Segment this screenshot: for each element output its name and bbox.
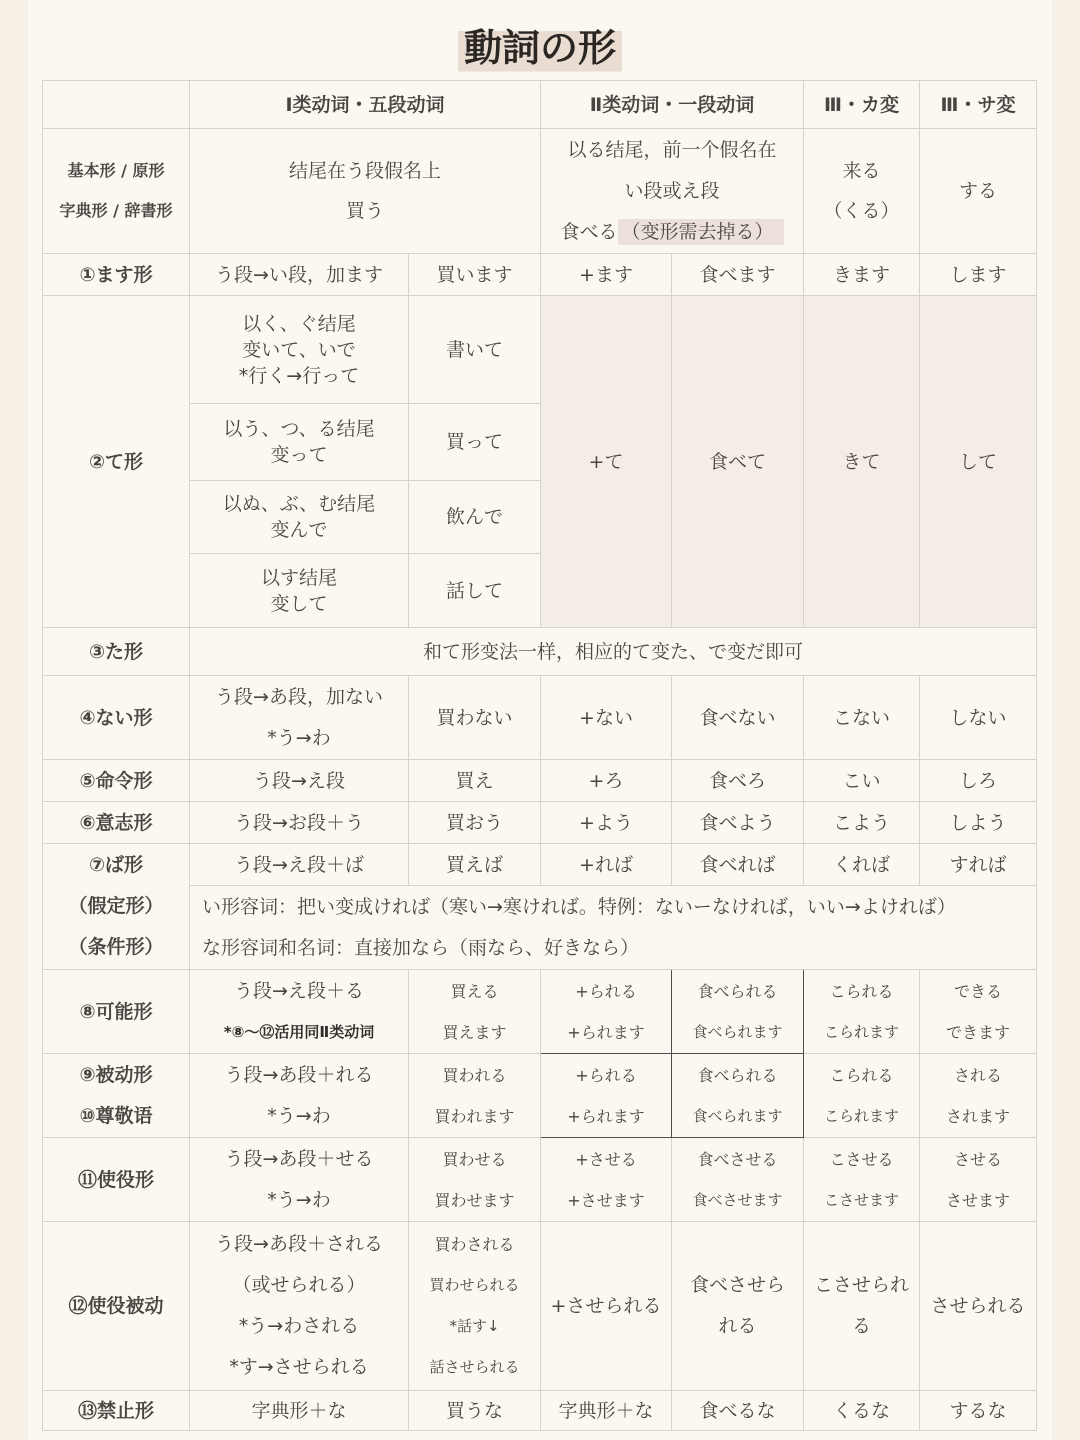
basic-label-1: 基本形 / 原形 [67,161,165,180]
row-label-basic [43,129,190,254]
te-rule-4 [190,554,409,628]
shieki-ka [804,1138,920,1222]
ba-example: 買えば [409,844,541,886]
row-label-shieki: ⑪使役形 [43,1138,190,1222]
ishi-sa: しよう [920,802,1037,844]
masu-sa: します [920,254,1037,296]
title-area [0,20,1080,76]
te-rule-2b: 变って [270,444,328,466]
masu-g2-example: 食べます [672,254,804,296]
row-masu [43,254,1037,296]
kanou-note: *⑧～⑫活用同Ⅱ类动词 [223,1022,375,1041]
ukemi-example-2: 買われます [434,1106,515,1126]
kanou-sa-2: できます [946,1022,1011,1042]
ba-notes [190,886,1037,970]
row-basic [43,129,1037,254]
shiekiukemi-sa: させられる [920,1222,1037,1391]
nai-g2-rule: +ない [541,676,672,760]
kanou-g2-example [672,970,804,1054]
ba-note-2: な形容词和名词：直接加なら（雨なら、好きなら） [202,936,640,959]
ishi-g2-rule: +よう [541,802,672,844]
shieki-sa-2: させます [946,1190,1011,1210]
kanou-example-2: 買えます [442,1022,507,1042]
ishi-example: 買おう [409,802,541,844]
kanou-rule [190,970,409,1054]
ba-g2-rule: +れば [541,844,672,886]
shiekiukemi-example-4: 話させられる [429,1358,520,1376]
shieki-g2-example-1: 食べさせる [697,1149,778,1169]
shieki-example-1: 買わせる [442,1149,507,1169]
te-rule-1c: *行く→行って [238,364,360,387]
shieki-ka-2: こさせます [824,1190,900,1209]
kinshi-rule: 字典形＋な [190,1391,409,1431]
te-rule-1a: 以く、ぐ结尾 [242,312,356,335]
ukemi-example-1: 買われる [442,1065,507,1085]
nai-ka: こない [804,676,920,760]
ukemi-label-2: ⑩尊敬语 [79,1104,153,1127]
ba-sa: すれば [920,844,1037,886]
basic-g2-example: 食べる [560,220,618,243]
kinshi-g2-rule: 字典形＋な [541,1391,672,1431]
ukemi-ka [804,1054,920,1138]
header-row [43,81,1037,129]
row-label-ba [43,844,190,970]
shieki-g2-rule [541,1138,672,1222]
ukemi-sa-2: されます [946,1106,1011,1126]
kanou-ka-1: こられる [829,981,894,1001]
masu-ka: きます [804,254,920,296]
te-rule-2a: 以う、つ、る结尾 [223,418,375,440]
shiekiukemi-rule-3: *う→わされる [238,1315,360,1337]
row-ba-notes [43,886,1037,970]
row-label-ishi: ⑥意志形 [43,802,190,844]
ukemi-rule [190,1054,409,1138]
meirei-rule: う段→え段 [190,760,409,802]
nai-rule [190,676,409,760]
shiekiukemi-ka-2: る [852,1315,872,1337]
te-example-1: 書いて [409,296,541,404]
kinshi-sa: するな [920,1391,1037,1431]
kanou-g2-rule-2: +られます [567,1022,645,1042]
ta-note: 和て形变法一样，相应的て变た、で变だ即可 [190,628,1037,676]
te-g2-example: 食べて [672,296,804,628]
row-label-meirei: ⑤命令形 [43,760,190,802]
masu-rule: う段→い段，加ます [190,254,409,296]
nai-sa: しない [920,676,1037,760]
basic-g1-example: 買う [346,200,385,222]
ba-label-3: （条件形） [68,936,164,958]
kanou-sa [920,970,1037,1054]
row-ba [43,844,1037,886]
basic-label-2: 字典形 / 辞書形 [59,201,173,220]
ba-rule: う段→え段＋ば [190,844,409,886]
header-group1: Ⅰ类动词・五段动词 [190,81,541,129]
row-label-nai: ④ない形 [43,676,190,760]
basic-g2-example-line [544,212,800,253]
kanou-ka [804,970,920,1054]
ukemi-g2-example-2: 食べられます [692,1106,783,1125]
meirei-g2-rule: +ろ [541,760,672,802]
basic-g2-line2: い段或え段 [624,179,720,202]
basic-g1-rule: 结尾在う段假名上 [289,160,442,182]
basic-ka [804,129,920,254]
ukemi-sa [920,1054,1037,1138]
shiekiukemi-example-2: 買わせられる [429,1276,520,1294]
kanou-ka-2: こられます [824,1022,900,1041]
te-example-2: 買って [409,404,541,481]
te-rule-2 [190,404,409,481]
page-title: 動詞の形 [458,20,622,76]
shiekiukemi-example [409,1222,541,1391]
kanou-g2-rule-1: +られる [575,981,637,1001]
basic-group2 [541,129,804,254]
meirei-sa: しろ [920,760,1037,802]
basic-ka-1: 来る [842,160,881,182]
shieki-g2-rule-1: +させる [575,1149,637,1169]
nai-rule-2: *う→わ [267,726,331,749]
ba-g2-example: 食べれば [672,844,804,886]
kinshi-example: 買うな [409,1391,541,1431]
kanou-g2-example-2: 食べられます [692,1022,783,1041]
row-shieki [43,1138,1037,1222]
shiekiukemi-g2-rule: +させられる [541,1222,672,1391]
te-example-3: 飲んで [409,481,541,554]
row-ukemi [43,1054,1037,1138]
shiekiukemi-ka [804,1222,920,1391]
shieki-rule [190,1138,409,1222]
row-label-masu: ①ます形 [43,254,190,296]
ukemi-ka-2: こられます [824,1106,900,1125]
ukemi-rule-2: *う→わ [267,1104,331,1127]
te-example-4: 話して [409,554,541,628]
shiekiukemi-rule-1: う段→あ段＋される [215,1233,383,1255]
ukemi-g2-example-1: 食べられる [697,1065,778,1085]
row-label-shiekiukemi: ⑫使役被动 [43,1222,190,1391]
shieki-rule-2: *う→わ [267,1188,331,1211]
ishi-g2-example: 食べよう [672,802,804,844]
nai-rule-1: う段→あ段，加ない [215,685,383,708]
ukemi-g2-rule [541,1054,672,1138]
shieki-g2-rule-2: +させます [567,1190,645,1210]
basic-group1 [190,129,541,254]
te-rule-4b: 变して [270,592,328,615]
row-label-te: ②て形 [43,296,190,628]
te-rule-3 [190,481,409,554]
ba-label-1: ⑦ば形 [88,854,144,876]
shiekiukemi-ka-1: こさせられ [814,1274,910,1296]
shiekiukemi-g2-example-1: 食べさせら [690,1274,786,1296]
shiekiukemi-rule [190,1222,409,1391]
nai-g2-example: 食べない [672,676,804,760]
kanou-sa-1: できる [954,981,1003,1001]
shieki-g2-example-2: 食べさせます [692,1190,783,1209]
ukemi-label-1: ⑨被动形 [79,1063,153,1086]
row-label-kanou: ⑧可能形 [43,970,190,1054]
ishi-rule: う段→お段＋う [190,802,409,844]
ukemi-example [409,1054,541,1138]
ba-ka: くれば [804,844,920,886]
row-kanou [43,970,1037,1054]
ukemi-rule-1: う段→あ段＋れる [224,1063,374,1086]
meirei-ka: こい [804,760,920,802]
shieki-sa-1: させる [954,1149,1003,1169]
shiekiukemi-example-1: 買わされる [434,1235,515,1254]
masu-example: 買います [409,254,541,296]
corner-cell [43,81,190,129]
shieki-ka-1: こさせる [829,1149,894,1169]
ukemi-g2-rule-1: +られる [575,1065,637,1085]
row-kinshi [43,1391,1037,1431]
row-label-kinshi: ⑬禁止形 [43,1391,190,1431]
te-rule-1 [190,296,409,404]
basic-g2-note: （变形需去掉る） [618,219,784,245]
shiekiukemi-g2-example-2: れる [718,1315,757,1337]
te-g2-rule: +て [541,296,672,628]
row-ishi [43,802,1037,844]
verb-forms-table [42,80,1037,1431]
header-sa: Ⅲ・サ変 [920,81,1037,129]
ishi-ka: こよう [804,802,920,844]
basic-ka-2: （くる） [823,200,900,222]
shiekiukemi-rule-2: （或せられる） [232,1274,366,1296]
shiekiukemi-g2-example [672,1222,804,1391]
masu-g2-rule: +ます [541,254,672,296]
te-ka: きて [804,296,920,628]
row-shiekiukemi [43,1222,1037,1391]
basic-sa: する [920,129,1037,254]
header-group2: Ⅱ类动词・一段动词 [541,81,804,129]
shiekiukemi-example-3: *話す↓ [449,1317,500,1335]
kinshi-ka: くるな [804,1391,920,1431]
ba-label-2: （假定形） [68,895,164,917]
row-label-ta: ③た形 [43,628,190,676]
te-rule-1b: 变いて、いで [242,338,356,361]
shieki-rule-1: う段→あ段＋せる [224,1147,374,1170]
kanou-example-1: 買える [450,981,499,1001]
shiekiukemi-rule-4: *す→させられる [229,1356,369,1378]
te-rule-3a: 以ぬ、ぶ、む结尾 [222,493,376,515]
row-label-ukemi [43,1054,190,1138]
kanou-rule-1: う段→え段＋る [234,979,364,1002]
basic-g2-line1: 以る结尾，前一个假名在 [567,138,777,161]
ba-note-1: い形容词：把い变成ければ（寒い→寒ければ。特例：ないーなければ，いい→よければ） [202,895,956,918]
nai-example: 買わない [409,676,541,760]
kinshi-g2-example: 食べるな [672,1391,804,1431]
shieki-sa [920,1138,1037,1222]
ukemi-sa-1: される [954,1065,1003,1085]
meirei-example: 買え [409,760,541,802]
row-ta [43,628,1037,676]
row-te-1 [43,296,1037,404]
ukemi-ka-1: こられる [829,1065,894,1085]
row-nai [43,676,1037,760]
meirei-g2-example: 食べろ [672,760,804,802]
ukemi-g2-example [672,1054,804,1138]
kanou-g2-rule [541,970,672,1054]
shieki-g2-example [672,1138,804,1222]
te-sa: して [920,296,1037,628]
row-meirei [43,760,1037,802]
header-ka: Ⅲ・カ変 [804,81,920,129]
te-rule-4a: 以す结尾 [260,566,337,589]
te-rule-3b: 变んで [270,519,328,541]
shieki-example [409,1138,541,1222]
ukemi-g2-rule-2: +られます [567,1106,645,1126]
shieki-example-2: 買わせます [434,1190,515,1210]
kanou-g2-example-1: 食べられる [697,981,778,1001]
kanou-example [409,970,541,1054]
